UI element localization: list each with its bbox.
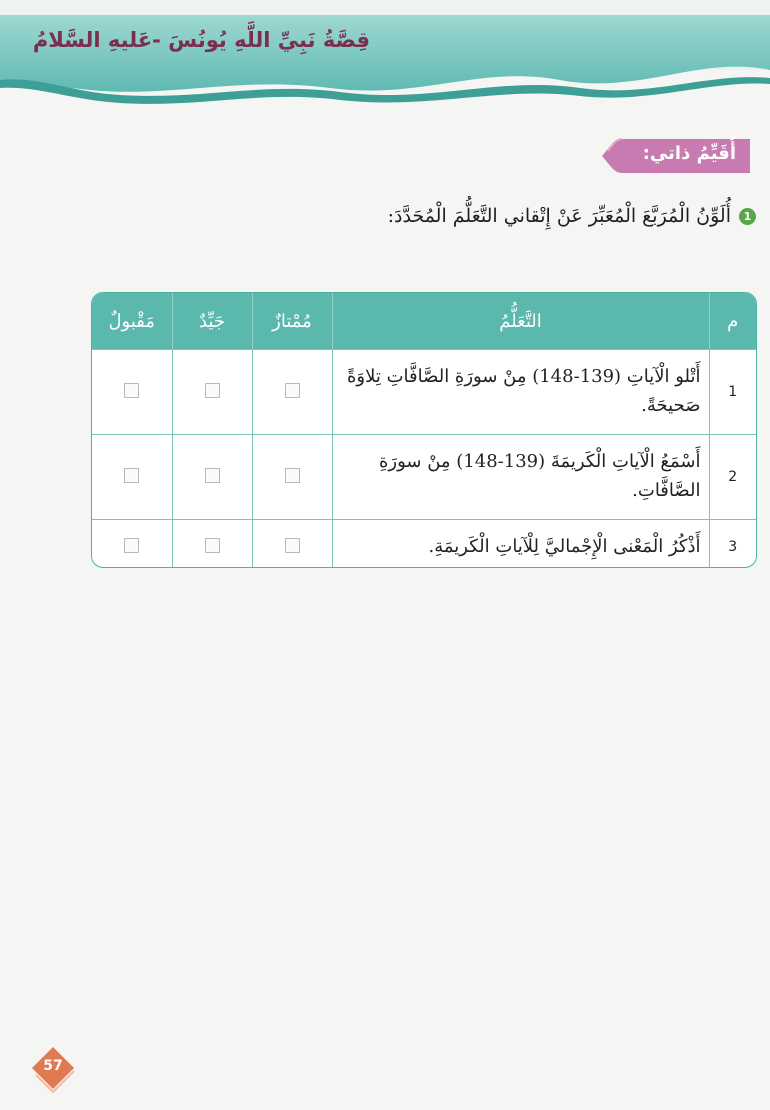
header-banner (0, 0, 770, 120)
excellent-checkbox[interactable] (285, 383, 300, 398)
cell-good (172, 350, 252, 435)
header-learning: التَّعَلُّمُ (332, 293, 709, 350)
good-checkbox[interactable] (205, 538, 220, 553)
row-number: 1 (709, 350, 756, 435)
instruction (388, 205, 756, 227)
excellent-checkbox[interactable] (285, 468, 300, 483)
good-checkbox[interactable] (205, 383, 220, 398)
header-excellent: مُمْتازٌ (252, 293, 332, 350)
header-num: م (709, 293, 756, 350)
acceptable-checkbox[interactable] (124, 383, 139, 398)
cell-excellent (252, 520, 332, 569)
cell-acceptable (92, 520, 172, 569)
row-learning: أَتْلو الْآياتِ (139-148) مِنْ سورَةِ الصَّافَّاتِ تِلاوَةً صَحيحَةً. (332, 350, 709, 435)
page-number: 57 (43, 1058, 63, 1074)
wave-decoration (0, 0, 770, 120)
cell-excellent (252, 435, 332, 520)
header-good: جَيِّدٌ (172, 293, 252, 350)
good-checkbox[interactable] (205, 468, 220, 483)
row-number: 2 (709, 435, 756, 520)
header-acceptable: مَقْبولٌ (92, 293, 172, 350)
table-row (92, 435, 756, 520)
instruction-number: 1 (739, 208, 756, 225)
acceptable-checkbox[interactable] (124, 538, 139, 553)
cell-acceptable (92, 435, 172, 520)
table-row (92, 520, 756, 569)
self-assessment-badge (600, 137, 750, 175)
excellent-checkbox[interactable] (285, 538, 300, 553)
table-row (92, 350, 756, 435)
row-number: 3 (709, 520, 756, 569)
row-learning: أَسْمَعُ الْآياتِ الْكَريمَةَ (139-148) مِنْ سورَةِ الصَّافَّاتِ. (332, 435, 709, 520)
header-title: قِصَّةُ نَبِيِّ اللَّهِ يُونُسَ -عَليهِ السَّلامُ (32, 28, 370, 52)
cell-good (172, 435, 252, 520)
page-number-badge (30, 1045, 80, 1095)
assessment-table (91, 292, 757, 568)
cell-excellent (252, 350, 332, 435)
cell-acceptable (92, 350, 172, 435)
instruction-text: أُلَوِّنُ الْمُرَبَّعَ الْمُعَبِّرَ عَنْ إِتْقاني التَّعَلُّمَ الْمُحَدَّدَ: (387, 205, 731, 227)
acceptable-checkbox[interactable] (124, 468, 139, 483)
badge-label: أُقَيِّمُ ذاتي: (642, 143, 736, 164)
row-learning: أَذْكُرُ الْمَعْنى الْإِجْماليَّ لِلْآياتِ الْكَريمَةِ. (332, 520, 709, 569)
cell-good (172, 520, 252, 569)
